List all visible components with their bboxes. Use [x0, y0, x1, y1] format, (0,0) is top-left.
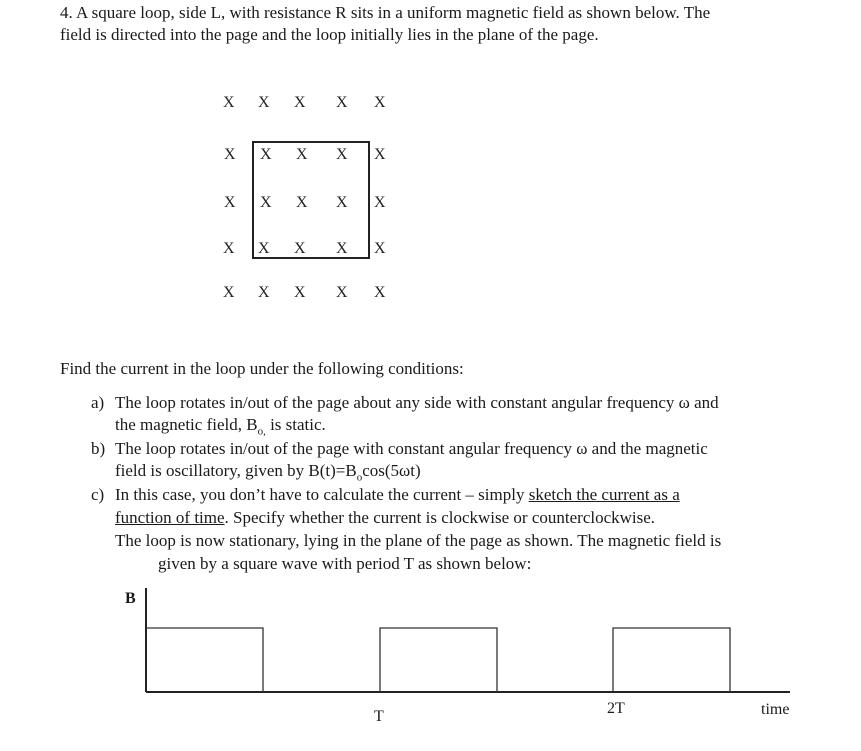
field-x-mark: X [294, 284, 306, 301]
field-x-mark: X [336, 240, 348, 257]
field-x-mark: X [336, 94, 348, 111]
part-b-label: b) [91, 439, 106, 458]
field-x-mark: X [374, 240, 386, 257]
field-x-mark: X [223, 94, 235, 111]
graph-y-label: B [125, 590, 136, 607]
part-c-line3: The loop is now stationary, lying in the plane of the page as shown. The magnetic field is [115, 531, 722, 550]
part-c-label: c) [91, 485, 105, 504]
field-x-mark: X [336, 146, 348, 163]
field-x-mark: X [224, 194, 236, 211]
square-wave-pulse-1 [146, 628, 263, 692]
tick-label-T: T [374, 708, 384, 725]
tick-label-2T: 2T [607, 700, 625, 717]
field-x-mark: X [258, 94, 270, 111]
field-x-mark: X [223, 284, 235, 301]
field-x-mark: X [260, 194, 272, 211]
field-x-mark: X [258, 240, 270, 257]
part-b-line1: The loop rotates in/out of the page with constant angular frequency ω and the magnetic [115, 439, 708, 458]
part-a-line1: The loop rotates in/out of the page about any side with constant angular frequency ω and [115, 393, 719, 412]
part-c-line4: given by a square wave with period T as shown below: [158, 554, 532, 573]
field-x-mark: X [374, 194, 386, 211]
field-x-mark: X [296, 146, 308, 163]
field-x-mark: X [294, 240, 306, 257]
question-intro: Find the current in the loop under the following conditions: [60, 359, 464, 378]
field-x-mark: X [258, 284, 270, 301]
field-x-mark: X [336, 194, 348, 211]
field-x-mark: X [374, 146, 386, 163]
field-x-mark: X [294, 94, 306, 111]
field-x-mark: X [374, 284, 386, 301]
field-x-mark: X [336, 284, 348, 301]
part-b-line2: field is oscillatory, given by $B(t)=B_o\cos(5\omega t)$ [115, 461, 421, 484]
field-x-mark: X [223, 240, 235, 257]
part-a-line2: the magnetic field, $B_{o,}$ is static. [115, 415, 326, 438]
square-wave-pulse-2 [380, 628, 497, 692]
part-c-line1: In this case, you don’t have to calculate the current – simply sketch the current as a [115, 485, 680, 504]
problem-title-line1: 4. A square loop, side L, with resistance R sits in a uniform magnetic field as shown below. The [60, 3, 711, 22]
field-x-mark: X [296, 194, 308, 211]
field-x-mark: X [224, 146, 236, 163]
square-wave-pulse-3 [613, 628, 730, 692]
field-x-mark: X [374, 94, 386, 111]
field-x-mark: X [260, 146, 272, 163]
problem-title-line2: field is directed into the page and the loop initially lies in the plane of the page. [60, 25, 599, 44]
graph-x-label: time [761, 701, 790, 718]
part-a-label: a) [91, 393, 105, 412]
part-c-line2: function of time. Specify whether the current is clockwise or counterclockwise. [115, 508, 656, 527]
